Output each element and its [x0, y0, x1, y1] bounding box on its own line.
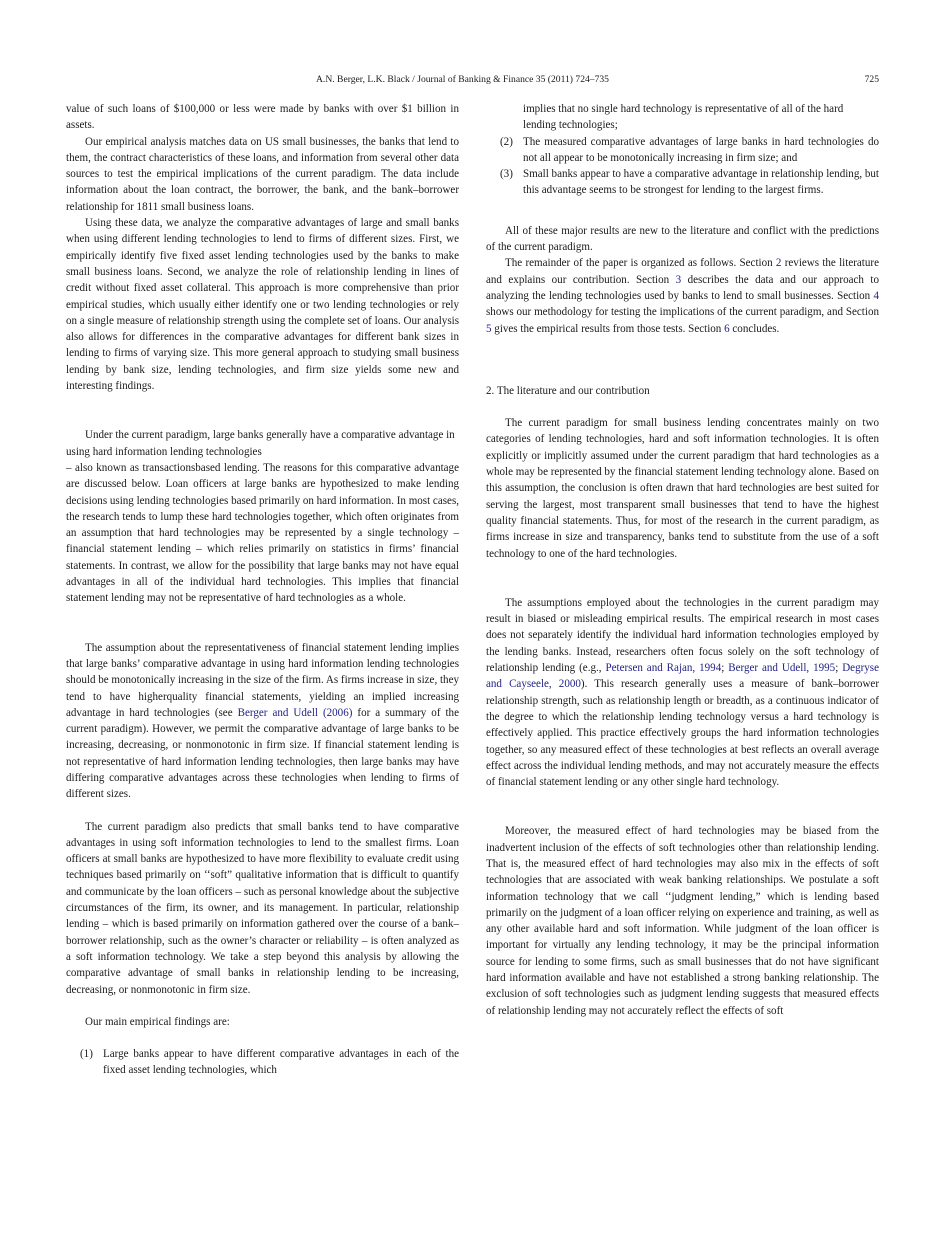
finding-number: (3)	[500, 168, 513, 181]
left-column	[66, 101, 459, 1079]
spacer	[66, 803, 459, 819]
citation-link-berger-udell-1995[interactable]: Berger and Udell, 1995	[728, 662, 836, 675]
text: ). This research generally uses a measure of bank–borrower relationship strength, such as relationship length or breadth, as a continuous indicator of the degree to which the relationship lending technology versus a hard technology is effectively applied. This practice effectively groups the hard information technologies together, so any measured effect of these technologies at best reflects an overall average effect across the individual lending methods, and may not accurately measure the effects of financial statement lending or any other single hard technology.	[486, 678, 879, 789]
right-column	[486, 101, 879, 1019]
running-title: A.N. Berger, L.K. Black / Journal of Banking & Finance 35 (2011) 724–735	[316, 74, 609, 85]
spacer	[486, 199, 879, 223]
citation-link-degryse-cayseele-2000[interactable]: Degryse and Cayseele, 2000	[486, 662, 879, 691]
spacer	[66, 394, 459, 427]
finding-item-2	[486, 134, 879, 167]
spacer	[66, 1030, 459, 1046]
section-link-3[interactable]: 3	[675, 273, 682, 286]
finding-text: Large banks appear to have different comparative advantages in each of the fixed asset lending technologies, which	[103, 1048, 459, 1077]
finding-number: (1)	[80, 1048, 93, 1061]
text: The assumptions employed about the technologies in the current paradigm may result in biased or misleading empirical results. The empirical research in most cases does not separately identify the individual hard information technologies employed by the lending banks. Instead, researchers often focus solely on the soft technology of relationship lending (e.g.,	[486, 596, 879, 675]
paragraph-results-new: All of these major results are new to the literature and conflict with the predictions of the current paradigm.	[486, 224, 879, 254]
paragraph-main-findings-intro: Our main empirical findings are:	[85, 1015, 230, 1028]
spacer	[66, 607, 459, 640]
section-link-6[interactable]: 6	[724, 322, 730, 335]
paragraph-assumptions	[486, 595, 879, 791]
spacer	[486, 337, 879, 383]
finding-item-3	[486, 166, 879, 199]
paragraph-literature: The current paradigm for small business lending concentrates mainly on two categories of lending technologies, hard and soft information technologies. It is often explicitly or implicitly assumed under the current paradigm that hard technologies as a whole may be represented by the financial statement lending technology alone. Based on this assumption, the conclusion is often drawn that hard technologies are best suited for serving the largest, most transparent small businesses that tend to have the highest quality financial statements. Thus, for most of the research in the current paradigm, as firms increase in size and transparency, banks tend to substitute from the use of a soft technology to one of the hard technologies.	[486, 417, 879, 560]
paragraph-current-paradigm-line1: Under the current paradigm, large banks generally have a comparative advantage in using hard information lending technologies	[66, 429, 455, 458]
spacer	[66, 998, 459, 1014]
paragraph-empirical-analysis: Our empirical analysis matches data on US small businesses, the banks that lend to them, the contract characteristics of these loans, and information from several other data sources to test the empirical implications of the current paradigm. The data include information about the loan contract, the borrower, the bank, and the bank–borrower relationship for 1811 small business loans.	[66, 135, 459, 213]
citation-link-berger-udell-2006[interactable]: Berger and Udell (2006)	[237, 706, 353, 719]
spacer	[486, 562, 879, 595]
paragraph-small-banks: The current paradigm also predicts that small banks tend to have comparative advantages in using soft information technologies to lend to the smallest firms. Loan officers at small banks are hypothesized to have more flexibility to evaluate credit using techniques based primarily on ‘‘soft” qualitative information that is difficult to quantify and communicate by the loan officers – such as personal knowledge about the subjective circumstances of the firm, its owner, and its management. In particular, relationship lending – which is based primarily on information gathered over the course of a bank–borrower relationship, such as the owner’s character or reliability – is often analyzed as a soft information technology. We take a step beyond this analysis by allowing the comparative advantage of small banks in relationship lending to be increasing, decreasing, or nonmonotonic in firm size.	[66, 820, 459, 996]
text: The assumption about the representativeness of financial statement lending implies that large banks’ comparative advantage in using hard information lending technologies should be monotonically increasing in the size of the firm. As firms increase in size, they tend to have higherquality financial statements, yielding an implied increasing advantage in hard technologies (see	[66, 641, 459, 719]
paragraph-representativeness	[66, 640, 459, 803]
section-link-5[interactable]: 5	[486, 322, 492, 335]
section-link-4[interactable]: 4	[873, 289, 879, 302]
paragraph-continued: value of such loans of $100,000 or less were made by banks with over $1 billion in assets.	[66, 103, 459, 132]
finding-item-1-continued: implies that no single hard technology is representative of all of the hard lending technologies;	[523, 103, 844, 132]
page-number: 725	[864, 74, 879, 85]
text: gives the empirical results from those tests. Section	[491, 322, 725, 335]
page-header	[0, 74, 925, 88]
paragraph-using-data: Using these data, we analyze the comparative advantages of large and small banks when using different lending technologies to lend to firms of different sizes. First, we empirically identify five fixed asset lending technologies used by the banks to make small business loans. Second, we analyze the role of relationship lending in lines of credit without fixed asset collateral. This approach is more comprehensive than prior empirical studies, which usually either identify one or two lending technologies or rely on a single measure of relationship strength using the complete set of loans. Our analysis also allows for differences in the comparative advantages for different bank sizes in lending to firms of varying size. This more general approach to studying small business lending by bank size, lending technologies, and firm size yields some new and interesting findings.	[66, 217, 459, 393]
spacer	[486, 399, 879, 415]
finding-number: (2)	[500, 135, 513, 148]
text: The remainder of the paper is organized as follows. Section	[505, 257, 776, 270]
text: shows our methodology for testing the implications of the current paradigm, and Section	[486, 306, 879, 319]
text: reviews the literature and explains our contribution. Section	[486, 257, 879, 286]
citation-link-petersen-rajan-1994[interactable]: Petersen and Rajan, 1994	[605, 662, 722, 675]
findings-list	[66, 1046, 459, 1079]
section-link-2[interactable]: 2	[775, 257, 782, 270]
finding-text: The measured comparative advantages of large banks in hard technologies do not all appear to be monotonically increasing in firm size; and	[523, 135, 879, 164]
text: for a summary of the current paradigm). However, we permit the comparative advantage of large banks to be increasing, decreasing, or nonmonotonic in firm size. If financial statement lending is not representative of hard information lending technologies, then large banks may have differing comparative advantages across these technologies when lending to firms of different sizes.	[66, 706, 459, 801]
findings-list-continued	[486, 134, 879, 199]
text: concludes.	[729, 322, 780, 335]
paragraph-moreover: Moreover, the measured effect of hard technologies may be biased from the inadvertent inclusion of the effects of soft technologies other than relationship lending. That is, the measured effect of hard technologies may also mix in the effects of soft technologies that are associated with weak banking relationships. We postulate a soft information technology that we call ‘‘judgment lending,” which is lending based primarily on the judgment of a loan officer relying on experience and training, as well as any other available hard and soft information. While judgment of the loan officer is important for virtually any lending technology, it may be the principal information source for lending to some firms, such as small businesses that do not have significant hard information available and have not established a strong banking relationship. The exclusion of soft technologies such as judgment lending suggests that measured effects of relationship lending may not accurately reflect the effects of soft	[486, 825, 879, 1017]
text: ;	[835, 662, 843, 675]
finding-text: Small banks appear to have a comparative advantage in relationship lending, but this advantage seems to be strongest for lending to the largest firms.	[523, 168, 879, 197]
paragraph-current-paradigm-rest: – also known as transactionsbased lending. The reasons for this comparative advantage are discussed below. Loan officers at large banks are hypothesized to make lending decisions using lending technologies based primarily on hard information. In most cases, the research tends to lump these hard technologies together, which often originates from an assumption that hard technologies may be represented by a single technology – financial statement lending – which relies primarily on statistics in firms’ financial statements. In contrast, we allow for the possibility that large banks may not have equal advantages in all of the individual hard technologies. This implies that financial statement lending may not be representative of hard technologies as a whole.	[66, 461, 460, 605]
spacer	[486, 790, 879, 823]
finding-item-1	[66, 1046, 459, 1079]
text: describes the data and our approach to analyzing the lending technologies used by banks to lend to small businesses. Section	[486, 273, 879, 302]
text: ;	[721, 662, 729, 675]
paragraph-organization	[486, 255, 879, 336]
section-heading: 2. The literature and our contribution	[486, 384, 650, 397]
